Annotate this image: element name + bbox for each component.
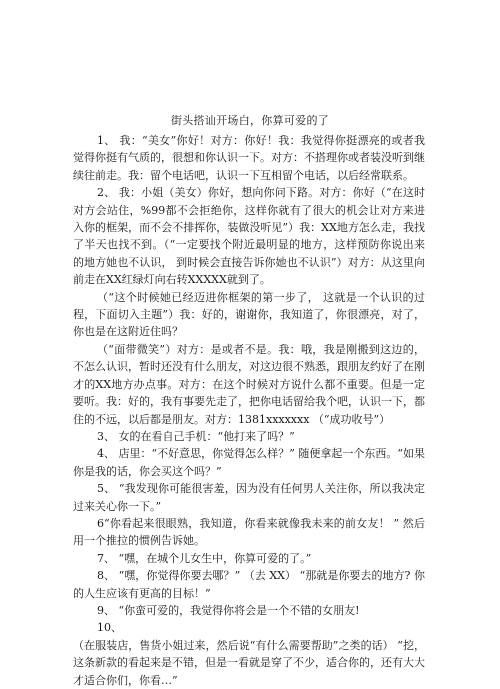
paragraph: 1、 我：“美女”你好！对方：你好！我：我觉得你挺漂亮的或者我觉得你挺有气质的，很想和你认识一下。对方：不搭理你或者装没听到继续往前走。我：留个电话吧，认识一下互相留个电话，以后经常联系。 — [73, 134, 425, 182]
paragraph: （“面带微笑”）对方：是或者不是。我：哦，我是刚搬到这边的，不怎么认识，暂时还没有什么朋友，对这边很不熟悉，跟朋友约好了在刚才的XX地方办点事。对方：在这个时候对方说什么都不重要。但是一定要听。我：好的，我有事要先走了，把你电话留给我个吧，认识一下，都住的不远，以后都是朋友。对方：1381xxxxxxx （“成功收号”） — [73, 342, 425, 426]
paragraph: （在服装店，售货小姐过来，然后说“有什么需要帮助”之类的话） “挖，这条新款的看起来是不错，但是一看就是穿了不少，适合你的，还有大大才适合你们，你看…” — [73, 638, 425, 687]
document-title: 街头搭讪开场白，你算可爱的了 — [170, 114, 330, 127]
paragraph: 3、 女的在看自己手机：“他打来了吗？” — [97, 429, 295, 443]
paragraph: 6“你看起来很眼熟，我知道，你看来就像我未来的前女友！ ” 然后用一个推拉的惯例告诉她。 — [73, 516, 425, 548]
paragraph: 9、 “你蛮可爱的，我觉得你将会是一个不错的女朋友! — [97, 603, 360, 617]
paragraph: （“这个时候她已经迈进你框架的第一步了， 这就是一个认识的过程，下面切入主题”）我：好的，谢谢你，我知道了，你很漂亮，对了，你也是在这附近住吗？ — [73, 290, 425, 339]
paragraph: 4、 店里：“不好意思，你觉得怎么样？” 随便拿起一个东西。“如果你是我的话，你会买这个吗？” — [73, 447, 425, 478]
paragraph: 5、 “我发现你可能很害羞，因为没有任何男人关注你，所以我决定过来关心你一下。” — [73, 482, 425, 513]
paragraph: 2、 我：小姐（美女）你好，想向你问下路。对方：你好（“在这时对方会站住，%99都不会拒绝你，这样你就有了很大的机会让对方来进入你的框架，而不会不排挥你，装做没听见”）我：XX地方怎么走，我找了半天也找不到。（“一定要找个附近最明显的地方，这样预防你说出来的地方她也不认识， 到时候会直接告诉你她也不认识”）对方：从这里向前走在XX红绿灯向右转XXXXX就到了。 — [73, 186, 425, 287]
paragraph: 8、 “嘿，你觉得你要去哪？” （去 XX） “那就是你要去的地方? 你的人生应该有更高的目标！” — [73, 569, 425, 600]
paragraph: 10、 — [97, 621, 122, 635]
document-body — [73, 132, 425, 689]
paragraph: 7、 “嘿，在城个儿女生中，你算可爱的了。” — [97, 551, 312, 565]
